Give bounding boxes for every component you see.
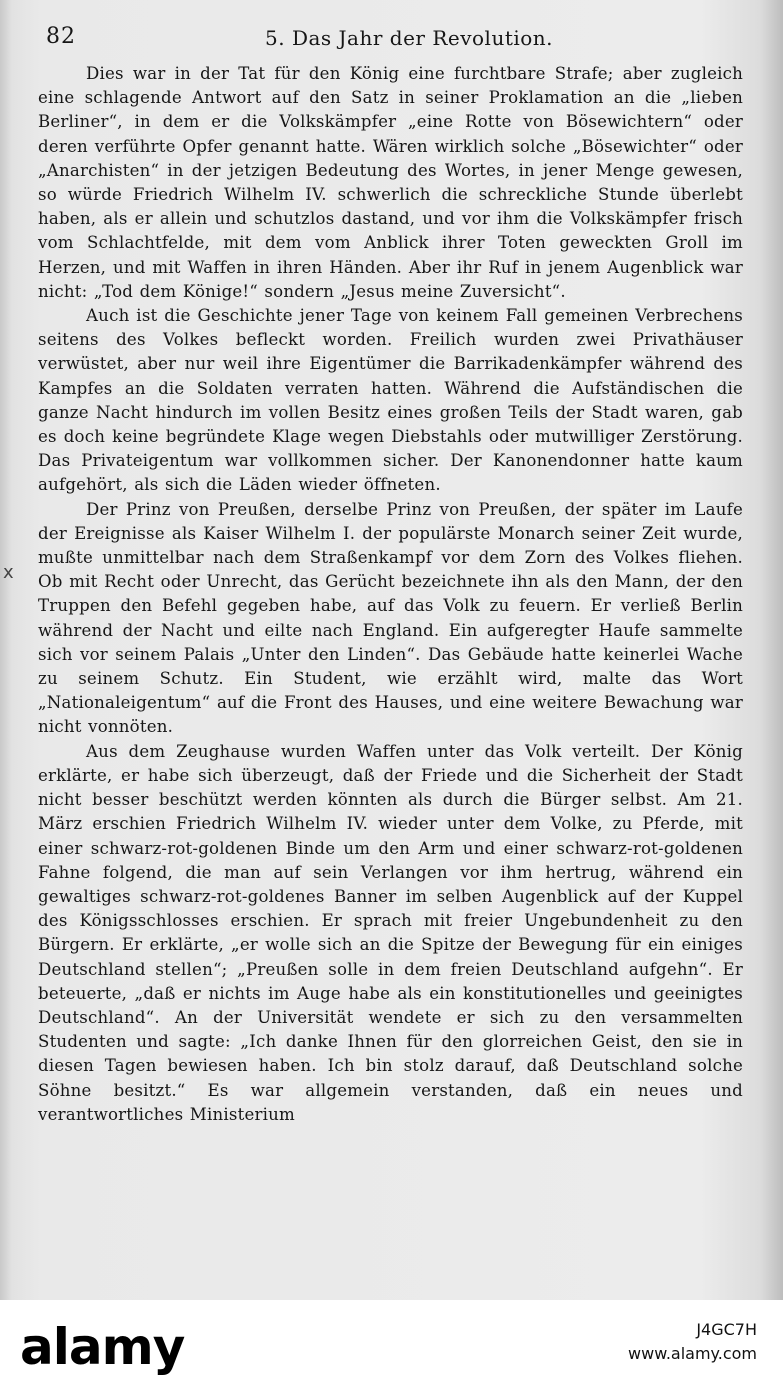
paragraph-4: Aus dem Zeughause wurden Waffen unter das Volk verteilt. Der König erklärte, er habe sich überzeugt, daß der Friede und die Sicherheit der Stadt nicht besser beschützt werden könnten als durch die Bürger selbst. Am 21. März erschien Friedrich Wilhelm IV. wieder unter dem Volke, zu Pferde, mit einer schwarz-rot-goldenen Binde um den Arm und einer schwarz-rot-goldenen Fahne folgend, die man auf sein Verlangen vor ihm hertrug, während ein gewaltiges schwarz-rot-goldenes Banner im selben Augenblick auf der Kuppel des Königsschlosses erschien. Er sprach mit freier Ungebundenheit zu den Bürgern. Er erklärte, „er wolle sich an die Spitze der Bewegung für ein einiges Deutschland stellen“; „Preußen solle in dem freien Deutschland aufgehn“. Er beteuerte, „daß er nichts im Auge habe als ein konstitutionelles und geeinigtes Deutschland“. An der Universität wendete er sich zu den versammelten Studenten und sagte: „Ich danke Ihnen für den glorreichen Geist, den sie in diesen Tagen bewiesen haben. Ich bin stolz darauf, daß Deutschland solche Söhne besitzt.“ Es war allgemein verstanden, daß ein neues und verantwortliches Ministerium bbox=[38, 741, 743, 1124]
page-number: 82 bbox=[46, 24, 76, 49]
page-content bbox=[38, 22, 743, 1127]
paragraph-3: Der Prinz von Preußen, derselbe Prinz von Preußen, der später im Laufe der Ereignisse als Kaiser Wilhelm I. der populärste Monarch seiner Zeit wurde, mußte unmittelbar nach dem Straßenkampf vor dem Zorn des Volkes fliehen. Ob mit Recht oder Unrecht, das Gerücht bezeichnete ihn als den Mann, der den Truppen den Befehl gegeben habe, auf das Volk zu feuern. Er verließ Berlin während der Nacht und eilte nach England. Ein aufgeregter Haufe sammelte sich vor seinem Palais „Unter den Linden“. Das Gebäude hatte keinerlei Wache zu seinem Schutz. Ein Student, wie erzählt wird, malte das Wort „Nationaleigentum“ auf die Front des Hauses, und eine weitere Bewachung war nicht vonnöten. bbox=[38, 499, 743, 737]
page-header bbox=[38, 22, 743, 62]
stock-image-id: J4GC7H bbox=[696, 1320, 757, 1339]
margin-mark: x bbox=[3, 562, 14, 583]
running-head: 5. Das Jahr der Revolution. bbox=[265, 26, 554, 50]
paragraph-1: Dies war in der Tat für den König eine furchtbare Strafe; aber zugleich eine schlagende Antwort auf den Satz in seiner Proklamation an die „lieben Berliner“, in dem er die Volkskämpfer „eine Rotte von Bösewichtern“ oder deren verführte Opfer genannt hatte. Wären wirklich solche „Bösewichter“ oder „Anarchisten“ in der jetzigen Bedeutung des Wortes, in jener Menge gewesen, so würde Friedrich Wilhelm IV. schwerlich die schreckliche Stunde überlebt haben, als er allein und schutzlos dastand, und vor ihm die Volkskämpfer frisch vom Schlachtfelde, mit dem vom Anblick ihrer Toten geweckten Groll im Herzen, und mit Waffen in ihren Händen. Aber ihr Ruf in jenem Augenblick war nicht: „Tod dem Könige!“ sondern „Jesus meine Zuversicht“. bbox=[38, 64, 743, 301]
alamy-logo: alamy bbox=[20, 1318, 185, 1376]
watermark-footer bbox=[0, 1300, 783, 1390]
paragraph-2: Auch ist die Geschichte jener Tage von keinem Fall gemeinen Verbrechens seitens des Volkes befleckt worden. Freilich wurden zwei Privathäuser verwüstet, aber nur weil ihre Eigentümer die Barrikadenkämpfer während des Kampfes an die Soldaten verraten hatten. Während die Aufständischen die ganze Nacht hindurch im vollen Besitz eines großen Teils der Stadt waren, gab es doch keine begründete Klage wegen Diebstahls oder mutwilliger Zerstörung. Das Privateigentum war vollkommen sicher. Der Kanonendonner hatte kaum aufgehört, als sich die Läden wieder öffneten. bbox=[38, 306, 743, 495]
site-url: www.alamy.com bbox=[628, 1344, 757, 1363]
